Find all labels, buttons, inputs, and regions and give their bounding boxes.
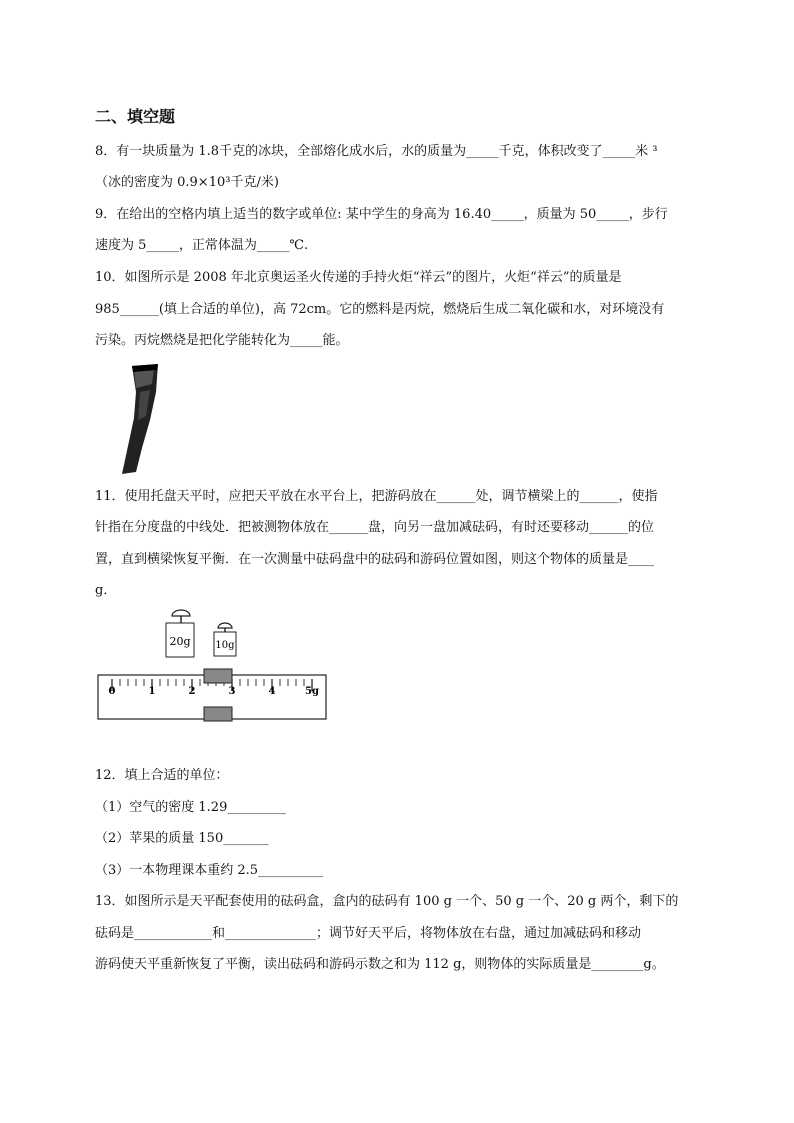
q10-line1: 10．如图所示是 2008 年北京奥运圣火传递的手持火炬“祥云”的图片，火炬“祥云”的质量是: [95, 270, 622, 285]
q12-title: 12．填上合适的单位：: [95, 768, 229, 783]
q12-item3: （3）一本物理课本重约 2.5__________: [95, 863, 324, 878]
q13-line3: 游码使天平重新恢复了平衡，读出砝码和游码示数之和为 112 g，则物体的实际质量是________g。: [95, 957, 665, 972]
torch-figure: [110, 362, 170, 476]
weight-10g-label: 10g: [215, 640, 235, 651]
weight-20g: [166, 610, 194, 657]
tick-label: 5g: [305, 686, 319, 697]
q12-item1: （1）空气的密度 1.29_________: [95, 800, 286, 815]
weight-20g-label: 20g: [169, 635, 191, 648]
section-title: 二、填空题: [95, 107, 176, 126]
tick-label: 1: [148, 686, 156, 697]
q9-line2: 速度为 5_____，正常体温为_____℃.: [95, 238, 309, 253]
weight-10g: [214, 623, 236, 656]
rider-top: [204, 669, 232, 683]
q8-line2: （冰的密度为 0.9×10³千克/米): [95, 175, 279, 190]
balance-figure: [90, 605, 330, 725]
q13-line2: 砝码是____________和______________；调节好天平后，将物体放在右盘，通过加减砝码和移动: [95, 926, 642, 941]
q10-line2: 985______(填上合适的单位)，高 72cm。它的燃料是丙烷，燃烧后生成二氧化碳和水，对环境没有: [95, 302, 665, 317]
q13-line1: 13．如图所示是天平配套使用的砝码盒，盒内的砝码有 100 g 一个、50 g 一个、20 g 两个，剩下的: [95, 894, 679, 909]
tick-label: 0: [108, 686, 116, 697]
q10-line3: 污染。丙烷燃烧是把化学能转化为_____能。: [95, 333, 349, 348]
q11-line1: 11．使用托盘天平时，应把天平放在水平台上，把游码放在______处，调节横梁上的______，使指: [95, 489, 658, 504]
q11-line2: 针指在分度盘的中线处．把被测物体放在______盘，向另一盘加减砝码，有时还要移动______的位: [95, 520, 655, 535]
tick-label: 4: [268, 686, 276, 697]
q11-line4: g．: [95, 583, 117, 598]
q12-item2: （2）苹果的质量 150_______: [95, 831, 269, 846]
rider-bottom: [204, 707, 232, 721]
q8-line1: 8．有一块质量为 1.8千克的冰块，全部熔化成水后，水的质量为_____千克，体积改变了_____米 ³: [95, 144, 658, 159]
tick-label: 3: [228, 686, 236, 697]
q9-line1: 9．在给出的空格内填上适当的数字或单位: 某中学生的身高为 16.40_____，质量为 50_____，步行: [95, 207, 668, 222]
tick-label: 2: [188, 686, 196, 697]
q11-line3: 置，直到横梁恢复平衡．在一次测量中砝码盘中的砝码和游码位置如图，则这个物体的质量是____: [95, 552, 655, 567]
